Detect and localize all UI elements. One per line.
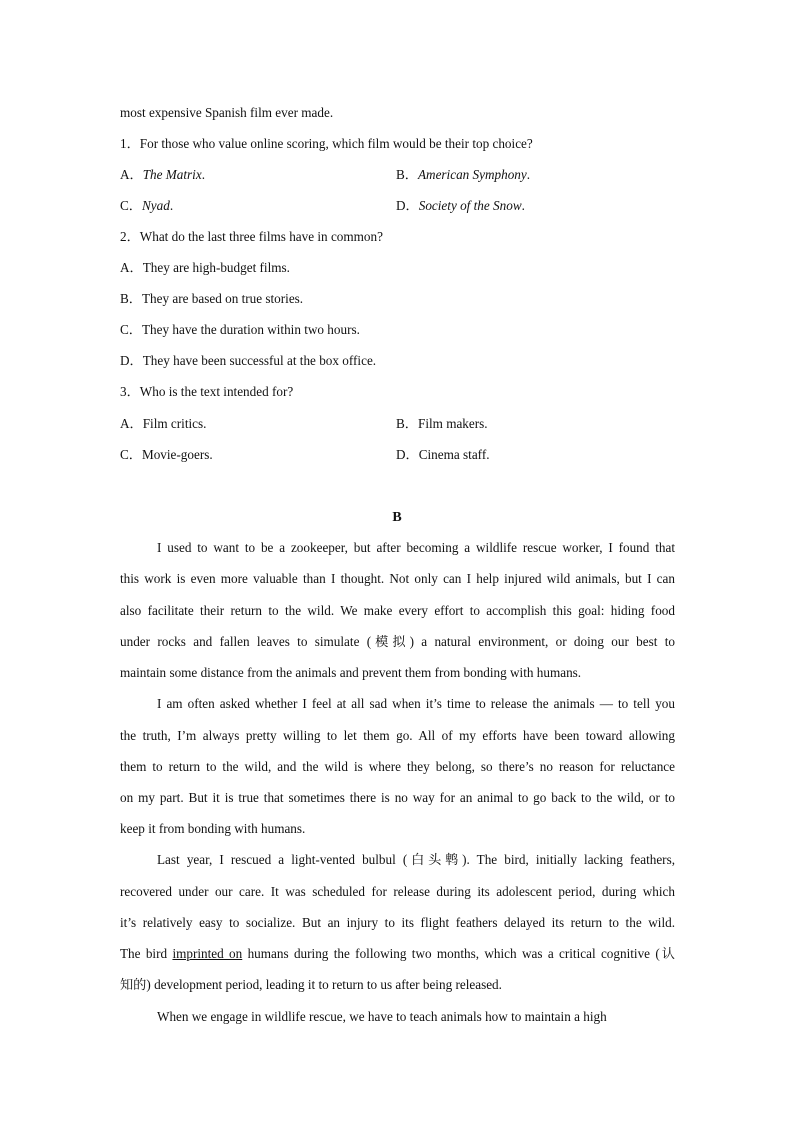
q3-option-b[interactable]: [396, 416, 488, 432]
p3-line-1: Last year, I rescued a light-vented bulbul (白头鹎). The bird, initially lacking feathers,: [157, 852, 675, 867]
q1-option-c-letter: C．: [120, 198, 142, 213]
q1-option-b-letter: B．: [396, 167, 418, 182]
q1-option-d-letter: D．: [396, 198, 419, 213]
q3-option-d-letter: D．: [396, 447, 419, 462]
q2-option-c-text: They have the duration within two hours.: [141, 322, 360, 337]
q2-option-d-letter: D．: [120, 353, 143, 368]
p2-line-1: I am often asked whether I feel at all sad when it’s time to release the animals — to tell you: [157, 696, 675, 711]
p3-line-2: recovered under our care. It was scheduled for release during its adolescent period, during which: [120, 884, 675, 899]
q1-option-d-text: Society of the Snow: [418, 198, 522, 213]
p3-line-4-after: humans during the following two months, which was a critical cognitive (认: [242, 946, 675, 961]
q1-option-b-text: American Symphony: [417, 167, 527, 182]
q3-option-b-letter: B．: [396, 416, 418, 431]
q1-option-a-text: The Matrix: [142, 167, 202, 182]
q3-option-c-text: Movie-goers.: [141, 447, 213, 462]
q3-option-c-letter: C．: [120, 447, 142, 462]
q1-option-c-period: .: [169, 198, 174, 213]
q1-option-a-letter: A．: [120, 167, 143, 182]
p2-line-2: the truth, I’m always pretty willing to let them go. All of my efforts have been toward allowing: [120, 728, 675, 743]
p1-line-1: I used to want to be a zookeeper, but after becoming a wildlife rescue worker, I found that: [157, 540, 675, 555]
q3-option-c[interactable]: [120, 447, 213, 463]
q2-option-d-text: They have been successful at the box office.: [142, 353, 377, 368]
question-3-stem: 3．Who is the text intended for?: [120, 384, 294, 399]
q2-option-a-letter: A．: [120, 260, 143, 275]
intro-fragment: most expensive Spanish film ever made.: [120, 105, 334, 120]
q2-option-c-letter: C．: [120, 322, 142, 337]
q2-option-d[interactable]: [120, 353, 376, 369]
p3-line-4-before: The bird: [120, 946, 173, 961]
q1-option-b[interactable]: [396, 167, 530, 183]
q3-option-d-text: Cinema staff.: [418, 447, 490, 462]
passage-b-title: B: [392, 510, 402, 525]
p3-line-4: [120, 946, 675, 962]
q1-option-a[interactable]: [120, 167, 205, 183]
q3-option-d[interactable]: [396, 447, 490, 463]
q1-option-a-period: .: [201, 167, 205, 182]
q2-option-b[interactable]: [120, 291, 303, 307]
question-2-stem: 2．What do the last three films have in common?: [120, 229, 383, 244]
q2-option-c[interactable]: [120, 322, 360, 338]
q2-option-a-text: They are high-budget films.: [142, 260, 290, 275]
q1-option-d[interactable]: [396, 198, 525, 214]
q2-option-b-letter: B．: [120, 291, 142, 306]
p4-line-1: When we engage in wildlife rescue, we have to teach animals how to maintain a high: [157, 1009, 607, 1024]
q2-option-a[interactable]: [120, 260, 290, 276]
p2-line-3: them to return to the wild, and the wild is where they belong, so there’s no reason for reluctance: [120, 759, 675, 774]
q1-option-d-period: .: [521, 198, 525, 213]
q1-option-c-text: Nyad: [141, 198, 170, 213]
p1-line-5: maintain some distance from the animals and prevent them from bonding with humans.: [120, 665, 582, 680]
p3-line-3: it’s relatively easy to socialize. But an injury to its flight feathers delayed its return to the wild.: [120, 915, 675, 930]
p1-line-4: under rocks and fallen leaves to simulate (模拟) a natural environment, or doing our best to: [120, 634, 675, 649]
q3-option-a-text: Film critics.: [142, 416, 207, 431]
q3-option-a-letter: A．: [120, 416, 143, 431]
p1-line-2: this work is even more valuable than I thought. Not only can I help injured wild animals, but I can: [120, 571, 675, 586]
underlined-phrase-imprinted-on: imprinted on: [172, 946, 243, 961]
p1-line-3: also facilitate their return to the wild. We make every effort to accomplish this goal: hiding food: [120, 603, 675, 618]
q3-option-b-text: Film makers.: [417, 416, 488, 431]
q3-option-a[interactable]: [120, 416, 206, 432]
p3-line-5: 知的) development period, leading it to return to us after being released.: [120, 977, 502, 992]
question-1-stem: 1．For those who value online scoring, which film would be their top choice?: [120, 136, 533, 151]
q2-option-b-text: They are based on true stories.: [141, 291, 304, 306]
p2-line-4: on my part. But it is true that sometimes there is no way for an animal to go back to the wild, or to: [120, 790, 675, 805]
p2-line-5: keep it from bonding with humans.: [120, 821, 306, 836]
q1-option-b-period: .: [526, 167, 531, 182]
q1-option-c[interactable]: [120, 198, 173, 214]
